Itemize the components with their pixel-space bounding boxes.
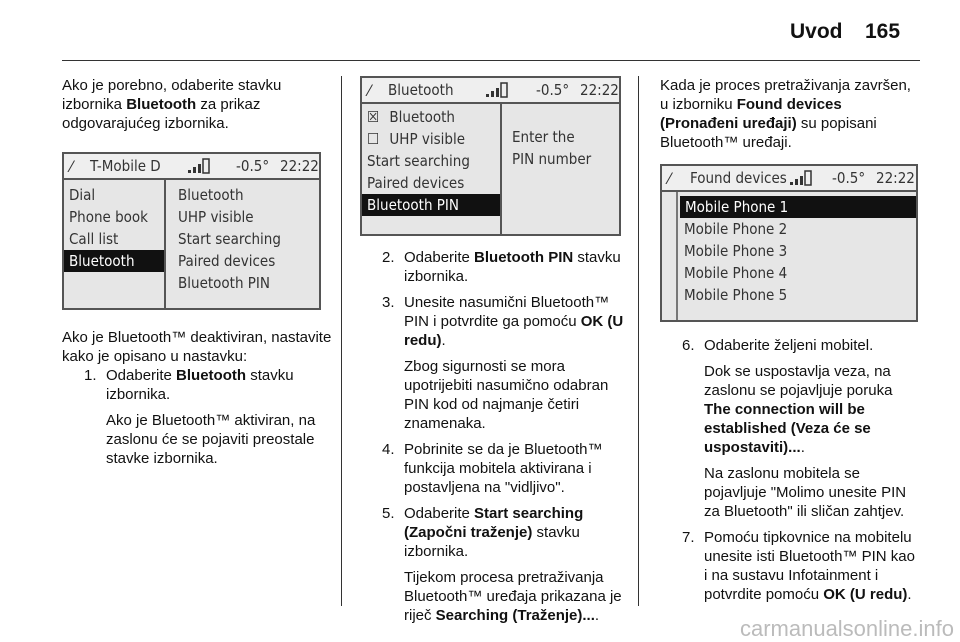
screen-title: T-Mobile D bbox=[90, 157, 161, 175]
menu-item-call-list[interactable]: Call list bbox=[69, 230, 119, 248]
phone-icon: ⁄ bbox=[368, 81, 371, 100]
clock: 22:22 bbox=[580, 81, 619, 99]
display-screen-bluetooth-menu bbox=[360, 76, 621, 236]
checkbox-uhp-visible[interactable]: ☐ UHP visible bbox=[367, 130, 465, 148]
signal-strength-icon bbox=[186, 158, 212, 174]
step-note: Na zaslonu mobitela se pojavljuje "Molimo unesite PIN za Bluetooth" ili sličan zahtjev. bbox=[704, 465, 907, 520]
submenu-paired-devices[interactable]: Paired devices bbox=[178, 252, 276, 270]
watermark: carmanualsonline.info bbox=[739, 616, 954, 641]
submenu-uhp-visible[interactable]: UHP visible bbox=[178, 208, 254, 226]
header-rule bbox=[62, 60, 920, 61]
step-note: Zbog sigurnosti se mora upotrijebiti nasumično odabran PIN kod od najmanje četiri znamenaka. bbox=[404, 358, 609, 432]
menu-item-phone-book[interactable]: Phone book bbox=[69, 208, 148, 226]
screen-header bbox=[64, 154, 319, 180]
step-3: 3. Unesite nasumični Bluetooth™ PIN i potvrdite ga pomoću OK (U redu). Zbog sigurnosti se mora upotrijebiti nasumično odabran PIN kod od najmanje četiri znamenaka. bbox=[360, 293, 630, 433]
column-divider bbox=[341, 76, 342, 606]
screen-header bbox=[662, 166, 916, 192]
menu-item-paired-devices[interactable]: Paired devices bbox=[367, 174, 465, 192]
column-2 bbox=[360, 76, 630, 625]
submenu-bluetooth[interactable]: Bluetooth bbox=[178, 186, 244, 204]
main-menu-list bbox=[64, 180, 166, 308]
display-screen-found-devices bbox=[660, 164, 918, 322]
device-item[interactable]: Mobile Phone 3 bbox=[684, 242, 788, 260]
step-note: Tijekom procesa pretraživanja Bluetooth™ uređaja prikazana je riječ Searching (Traženje).... bbox=[404, 569, 622, 624]
bluetooth-menu-list bbox=[362, 104, 502, 234]
checkbox-empty-icon: ☐ bbox=[367, 130, 380, 148]
display-screen-main-menu bbox=[62, 152, 321, 310]
step-2: 2. Odaberite Bluetooth PIN stavku izbornika. bbox=[382, 249, 621, 285]
page-number: 165 bbox=[865, 20, 901, 43]
clock: 22:22 bbox=[876, 169, 915, 187]
signal-strength-icon bbox=[788, 170, 814, 186]
device-item-selected[interactable]: Mobile Phone 1 bbox=[680, 196, 916, 218]
menu-item-dial[interactable]: Dial bbox=[69, 186, 96, 204]
step-6: 6. Odaberite željeni mobitel. Dok se uspostavlja veza, na zaslonu se pojavljuje poruka The connection will be established (Veza će se uspostaviti).... Na zaslonu mobitela se pojavljuje "Molimo unesite PIN za Bluetooth" ili sličan zahtjev. bbox=[660, 336, 922, 521]
step-4: 4. Pobrinite se da je Bluetooth™ funkcija mobitela aktivirana i postavljena na "vidljivo". bbox=[382, 441, 603, 496]
list-bracket bbox=[676, 192, 678, 320]
step-5: 5. Odaberite Start searching (Započni traženje) stavku izbornika. Tijekom procesa pretraživanja Bluetooth™ uređaja prikazana je riječ Searching (Traženje).... bbox=[360, 504, 630, 625]
hint-text: Enter the bbox=[512, 128, 575, 146]
screen-title: Bluetooth bbox=[388, 81, 454, 99]
menu-item-start-searching[interactable]: Start searching bbox=[367, 152, 470, 170]
column-1 bbox=[62, 76, 334, 468]
column-3 bbox=[660, 76, 922, 604]
device-item[interactable]: Mobile Phone 2 bbox=[684, 220, 788, 238]
menu-item-bluetooth-pin-selected[interactable]: Bluetooth PIN bbox=[362, 194, 500, 216]
temperature: -0.5° bbox=[832, 169, 866, 187]
phone-icon: ⁄ bbox=[70, 157, 73, 176]
paragraph: Ako je Bluetooth™ deaktiviran, nastavite kako je opisano u nastavku: bbox=[62, 329, 332, 365]
submenu-start-searching[interactable]: Start searching bbox=[178, 230, 281, 248]
device-item[interactable]: Mobile Phone 4 bbox=[684, 264, 788, 282]
menu-item-bluetooth-selected[interactable]: Bluetooth bbox=[64, 250, 164, 272]
device-item[interactable]: Mobile Phone 5 bbox=[684, 286, 788, 304]
checkbox-checked-icon: ☒ bbox=[367, 108, 380, 126]
temperature: -0.5° bbox=[536, 81, 570, 99]
section-title: Uvod bbox=[790, 20, 843, 43]
intro-paragraph: Ako je porebno, odaberite stavku izbornika Bluetooth za prikaz odgovarajućeg izbornika. bbox=[62, 77, 282, 132]
temperature: -0.5° bbox=[236, 157, 270, 175]
step-1: 1. Odaberite Bluetooth stavku izbornika. Ako je Bluetooth™ aktiviran, na zaslonu će se pojaviti preostale stavke izbornika. bbox=[62, 366, 334, 468]
clock: 22:22 bbox=[280, 157, 319, 175]
screen-header bbox=[362, 78, 619, 104]
screen-title: Found devices bbox=[690, 169, 787, 187]
page-header bbox=[0, 0, 960, 64]
phone-icon: ⁄ bbox=[668, 169, 671, 188]
step-7: 7. Pomoću tipkovnice na mobitelu unesite isti Bluetooth™ PIN kao i na sustavu Infotainment i potvrdite pomoću OK (U redu). bbox=[682, 529, 915, 603]
submenu-bluetooth-pin[interactable]: Bluetooth PIN bbox=[178, 274, 270, 292]
step-note: Ako je Bluetooth™ aktiviran, na zaslonu će se pojaviti preostale stavke izbornika. bbox=[106, 412, 316, 467]
column-divider bbox=[638, 76, 639, 606]
checkbox-bluetooth[interactable]: ☒ Bluetooth bbox=[367, 108, 455, 126]
hint-text: PIN number bbox=[512, 150, 592, 168]
signal-strength-icon bbox=[484, 82, 510, 98]
intro-paragraph: Kada je proces pretraživanja završen, u izborniku Found devices (Pronađeni uređaji) su popisani Bluetooth™ uređaji. bbox=[660, 77, 911, 151]
